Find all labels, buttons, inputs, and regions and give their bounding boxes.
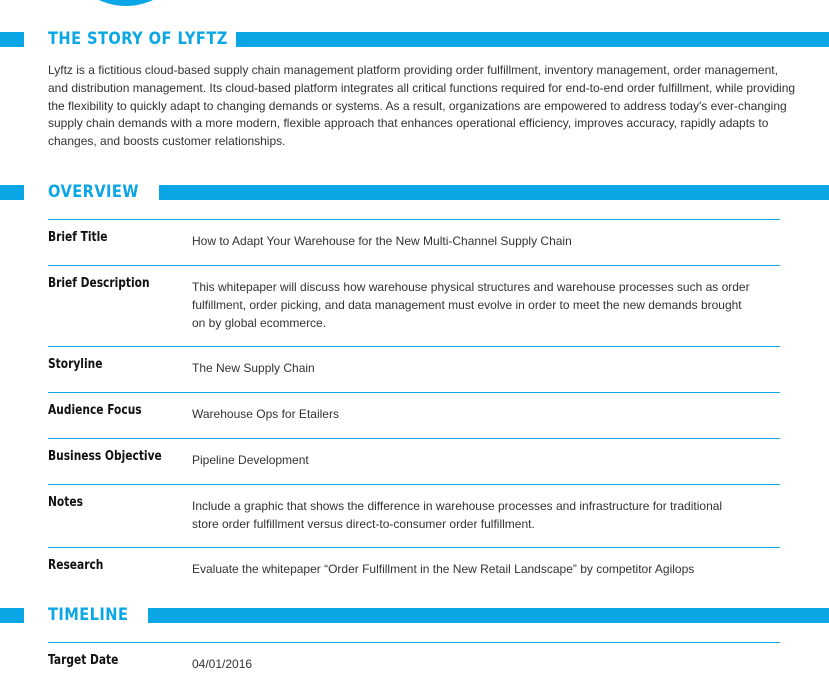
table-row (48, 547, 780, 593)
table-row (48, 392, 780, 438)
timeline-section-title: TIMELINE (48, 605, 129, 625)
row-value: Evaluate the whitepaper “Order Fulfillment in the New Retail Landscape” by competitor Agilops (192, 562, 695, 576)
header-bar-left (0, 608, 24, 623)
row-value: How to Adapt Your Warehouse for the New Multi-Channel Supply Chain (192, 234, 572, 248)
story-paragraph: Lyftz is a fictitious cloud-based supply chain management platform providing order fulfillment, inventory management, order management, and distribution management. Its cloud-based platform integrates all critical functions required for end-to-end order fulfillment, while providing the flexibility to quickly adapt to changing demands or systems. As a result, organizations are empowered to address today's ever-changing supply chain demands with a more modern, flexible approach that enhances operational efficiency, improves accuracy, rapidly adapts to changes, and boosts customer relationships. (48, 63, 796, 149)
logo-circle (62, 0, 190, 6)
header-bar-right (148, 608, 829, 623)
row-label: Audience Focus (48, 403, 142, 418)
timeline-section-header (0, 602, 829, 628)
table-row (48, 346, 780, 392)
row-label: Target Date (48, 653, 119, 668)
header-bar-left (0, 185, 24, 200)
row-value: Warehouse Ops for Etailers (192, 407, 339, 421)
story-section-header (0, 26, 829, 52)
header-bar-right (159, 185, 829, 200)
table-row (48, 438, 780, 484)
table-row (48, 484, 780, 547)
row-label: Brief Description (48, 276, 150, 291)
table-row (48, 642, 780, 676)
row-label: Storyline (48, 357, 103, 372)
header-bar-left (0, 32, 24, 47)
row-label: Brief Title (48, 230, 108, 245)
row-label: Notes (48, 495, 83, 510)
row-value: 04/01/2016 (192, 657, 253, 671)
row-value: The New Supply Chain (192, 361, 315, 375)
story-section-title: THE STORY OF LYFTZ (48, 29, 228, 49)
timeline-table (48, 642, 780, 676)
table-row (48, 265, 780, 346)
header-bar-right (236, 32, 829, 47)
overview-section-header (0, 179, 829, 205)
table-row (48, 219, 780, 265)
row-label: Business Objective (48, 449, 162, 464)
overview-section-title: OVERVIEW (48, 182, 139, 202)
row-value: Include a graphic that shows the difference in warehouse processes and infrastructure for traditional store order fulfillment versus direct-to-consumer order fulfillment. (192, 499, 723, 531)
row-value: Pipeline Development (192, 453, 309, 467)
overview-table (48, 219, 780, 593)
row-value: This whitepaper will discuss how warehouse physical structures and warehouse processes such as order fulfillment, order picking, and data management must evolve in order to meet the new demands brought on by global ecommerce. (192, 280, 750, 330)
row-label: Research (48, 558, 104, 573)
